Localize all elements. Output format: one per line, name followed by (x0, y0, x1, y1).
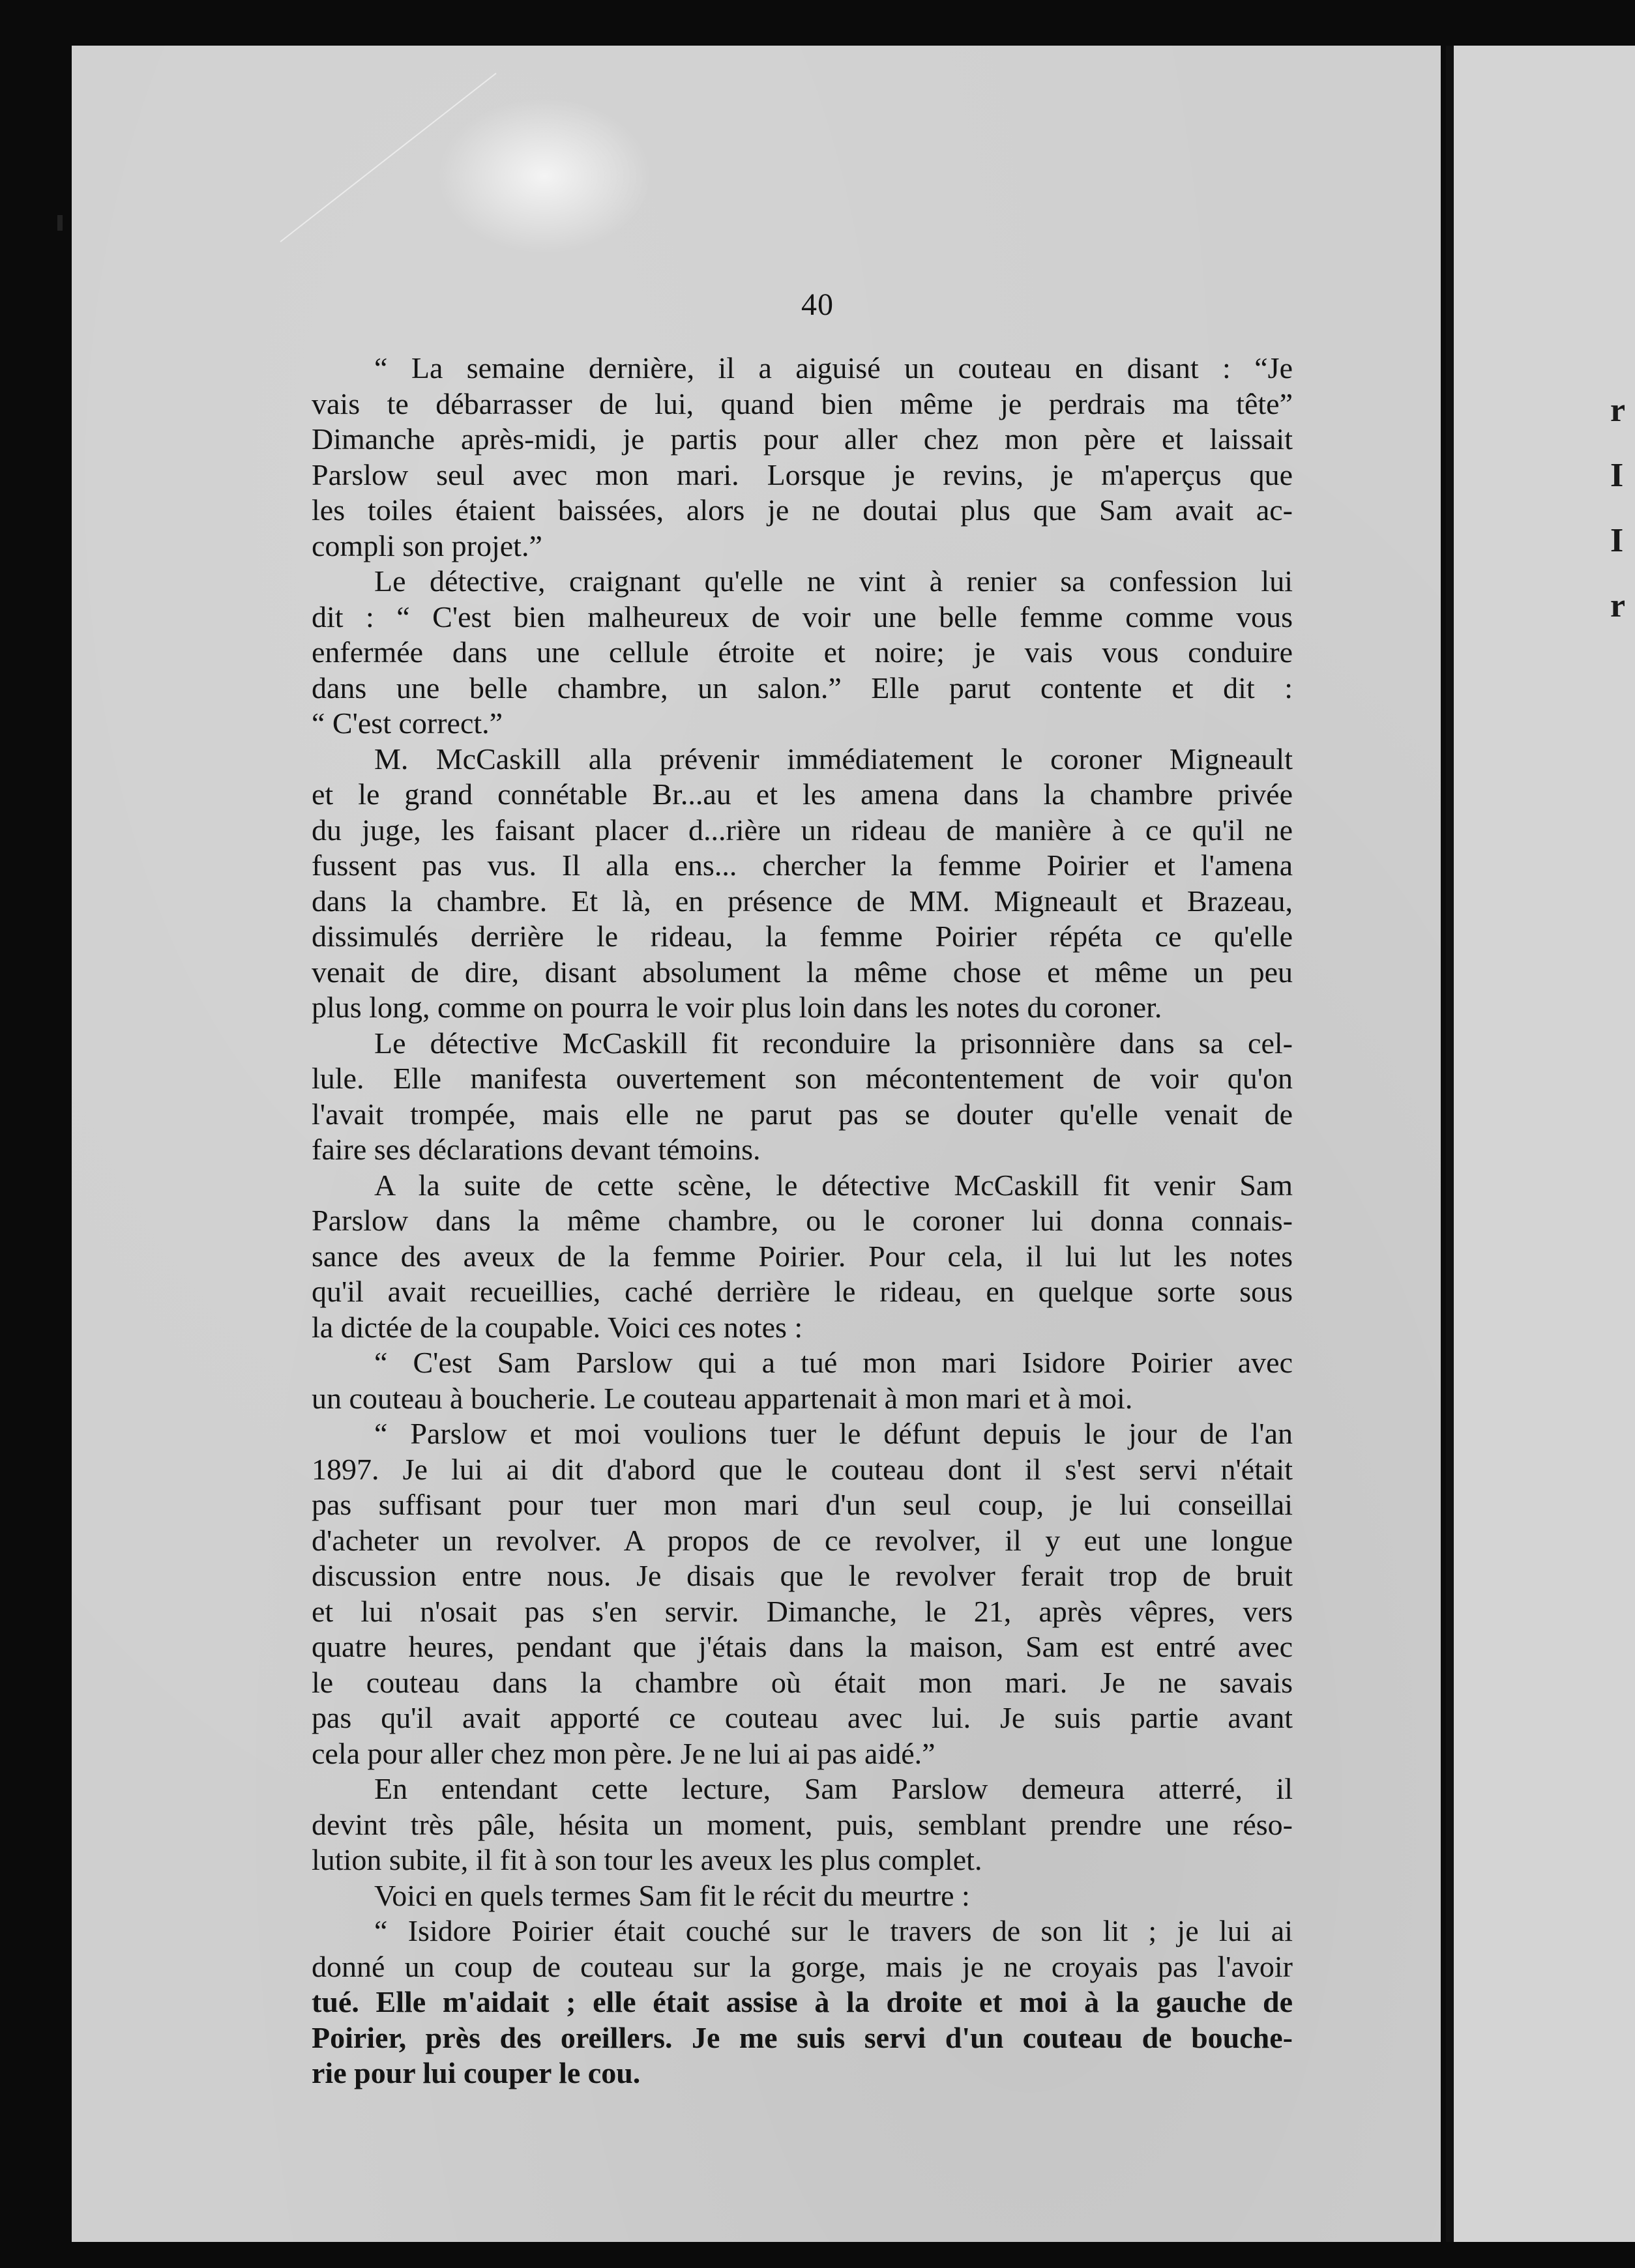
text-line: donné un coup de couteau sur la gorge, mais je ne croyais pas l'avoir (312, 1949, 1293, 1983)
text-line: plus long, comme on pourra le voir plus loin dans les notes du coroner. (312, 991, 1162, 1024)
text-line: les toiles étaient baissées, alors je ne doutai plus que Sam avait ac- (312, 493, 1293, 527)
page-number: 40 (801, 287, 834, 322)
text-line: Le détective McCaskill fit reconduire la prisonnière dans sa cel- (374, 1026, 1293, 1060)
text-line: pas qu'il avait apporté ce couteau avec lui. Je suis partie avant (312, 1701, 1293, 1734)
text-line: un couteau à boucherie. Le couteau appartenait à mon mari et à moi. (312, 1381, 1133, 1415)
text-line: dans la chambre. Et là, en présence de MM. Migneault et Brazeau, (312, 884, 1293, 918)
text-line: le couteau dans la chambre où était mon mari. Je ne savais (312, 1665, 1293, 1699)
text-line: 1897. Je lui ai dit d'abord que le couteau dont il s'est servi n'était (312, 1452, 1293, 1486)
text-line: du juge, les faisant placer d...rière un rideau de manière à ce qu'il ne (312, 813, 1293, 847)
text-line: vais te débarrasser de lui, quand bien même je perdrais ma tête” (312, 386, 1293, 420)
text-line: quatre heures, pendant que j'étais dans la maison, Sam est entré avec (312, 1630, 1293, 1663)
text-line: d'acheter un revolver. A propos de ce revolver, il y eut une longue (312, 1523, 1293, 1557)
body-text (312, 351, 1293, 2091)
text-line: “ C'est correct.” (312, 706, 503, 740)
text-line: dans une belle chambre, un salon.” Elle parut contente et dit : (312, 671, 1293, 705)
scan-margin-mark (57, 215, 63, 231)
text-line: sance des aveux de la femme Poirier. Pour cela, il lui lut les notes (312, 1239, 1293, 1273)
text-line: dissimulés derrière le rideau, la femme Poirier répéta ce qu'elle (312, 920, 1293, 953)
text-line: “ Isidore Poirier était couché sur le travers de son lit ; je lui ai (374, 1914, 1293, 1947)
text-line: Parslow seul avec mon mari. Lorsque je revins, je m'aperçus que (312, 458, 1293, 491)
text-line: A la suite de cette scène, le détective McCaskill fit venir Sam (374, 1168, 1293, 1202)
text-line: l'avait trompée, mais elle ne parut pas se douter qu'elle venait de (312, 1097, 1293, 1131)
facing-page-fragment: I (1610, 457, 1624, 494)
text-line: “ C'est Sam Parslow qui a tué mon mari Isidore Poirier avec (374, 1346, 1293, 1379)
text-line: Dimanche après-midi, je partis pour aller chez mon père et laissait (312, 422, 1293, 456)
text-line: et le grand connétable Br...au et les amena dans la chambre privée (312, 778, 1293, 811)
text-line: “ Parslow et moi voulions tuer le défunt depuis le jour de l'an (374, 1417, 1293, 1450)
facing-page-fragment: I (1610, 522, 1624, 559)
text-line: dit : “ C'est bien malheureux de voir une belle femme comme vous (312, 600, 1293, 633)
text-line: tué. Elle m'aidait ; elle était assise à la droite et moi à la gauche de (312, 1985, 1293, 2018)
text-line: Le détective, craignant qu'elle ne vint à renier sa confession lui (374, 564, 1293, 598)
text-line: “ La semaine dernière, il a aiguisé un couteau en disant : “Je (374, 351, 1293, 385)
text-line: devint très pâle, hésita un moment, puis, semblant prendre une réso- (312, 1807, 1293, 1841)
text-line: rie pour lui couper le cou. (312, 2056, 641, 2089)
text-line: discussion entre nous. Je disais que le revolver ferait trop de bruit (312, 1559, 1293, 1592)
facing-page (1454, 46, 1635, 2242)
page-gutter-edge (1446, 46, 1454, 2242)
facing-page-fragment: r (1610, 587, 1626, 624)
text-line: faire ses déclarations devant témoins. (312, 1133, 761, 1166)
text-line: En entendant cette lecture, Sam Parslow demeura atterré, il (374, 1772, 1293, 1805)
text-line: qu'il avait recueillies, caché derrière le rideau, en quelque sorte sous (312, 1275, 1293, 1308)
text-line: compli son projet.” (312, 529, 542, 562)
text-line: et lui n'osait pas s'en servir. Dimanche, le 21, après vêpres, vers (312, 1594, 1293, 1628)
text-line: venait de dire, disant absolument la même chose et même un peu (312, 955, 1293, 989)
text-line: pas suffisant pour tuer mon mari d'un seul coup, je lui conseillai (312, 1488, 1293, 1521)
text-line: Parslow dans la même chambre, ou le coroner lui donna connais- (312, 1204, 1293, 1237)
text-line: lule. Elle manifesta ouvertement son mécontentement de voir qu'on (312, 1062, 1293, 1095)
text-line: cela pour aller chez mon père. Je ne lui ai pas aidé.” (312, 1736, 935, 1770)
text-line: enfermée dans une cellule étroite et noire; je vais vous conduire (312, 635, 1293, 669)
paper-stain (437, 98, 652, 254)
text-line: Poirier, près des oreillers. Je me suis servi d'un couteau de bouche- (312, 2020, 1293, 2054)
text-line: M. McCaskill alla prévenir immédiatement le coroner Migneault (374, 742, 1293, 776)
text-line: la dictée de la coupable. Voici ces notes : (312, 1310, 803, 1344)
facing-page-fragment: r (1610, 392, 1626, 429)
text-line: Voici en quels termes Sam fit le récit du meurtre : (374, 1878, 970, 1912)
text-line: lution subite, il fit à son tour les aveux les plus complet. (312, 1843, 982, 1876)
text-line: fussent pas vus. Il alla ens... chercher la femme Poirier et l'amena (312, 849, 1293, 882)
